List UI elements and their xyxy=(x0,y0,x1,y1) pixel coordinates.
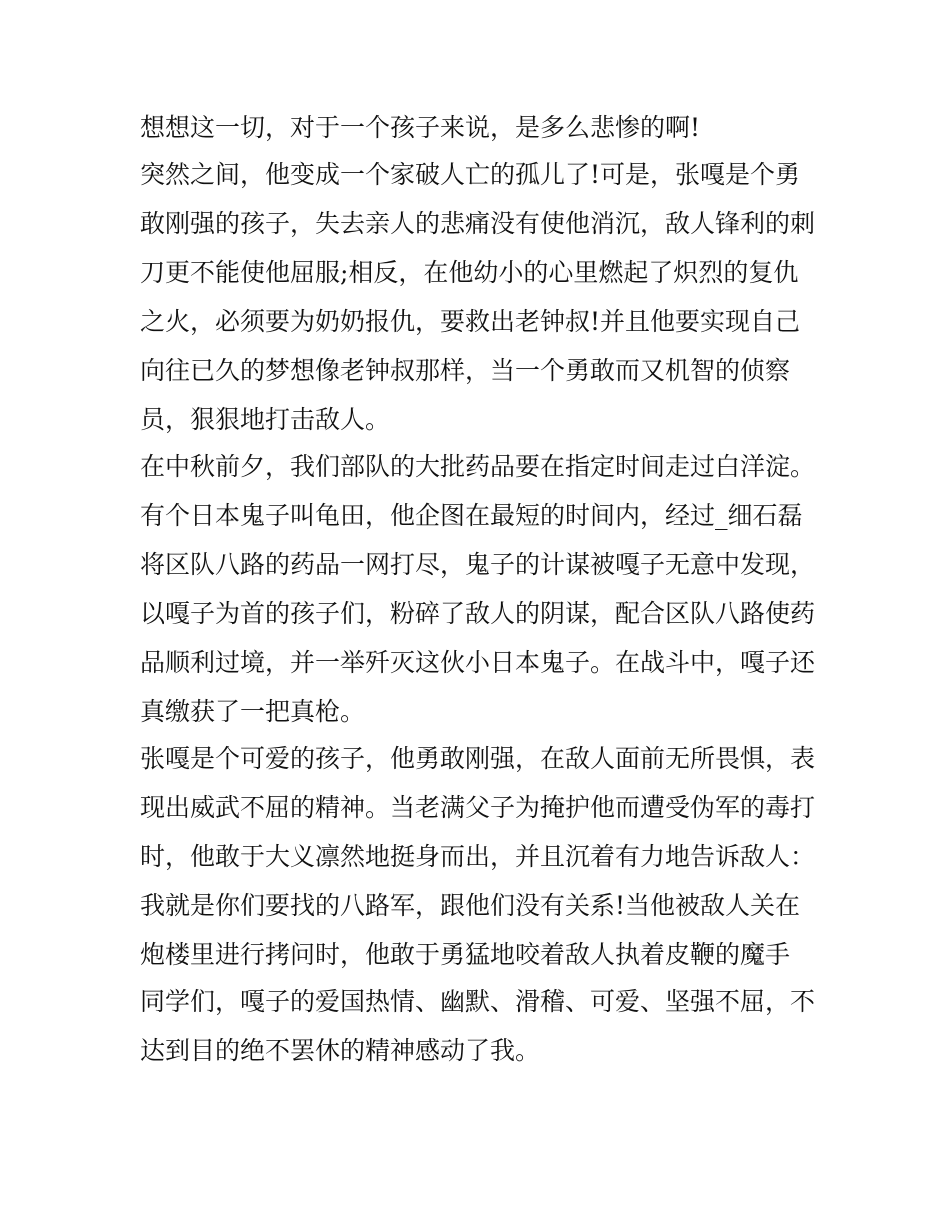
text-line: 真缴获了一把真枪。 xyxy=(140,697,366,726)
text-line: 之火，必须要为奶奶报仇，要救出老钟叔!并且他要实现自己 xyxy=(140,307,801,336)
text-line: 刀更不能使他屈服;相反，在他幼小的心里燃起了炽烈的复仇 xyxy=(140,258,799,287)
text-line: 以嘎子为首的孩子们，粉碎了敌人的阴谋，配合区队八路使药 xyxy=(140,599,816,628)
text-line: 同学们，嘎子的爱国热情、幽默、滑稽、可爱、坚强不屈，不 xyxy=(140,987,816,1016)
text-line: 时，他敢于大义凛然地挺身而出，并且沉着有力地告诉敌人： xyxy=(140,842,816,871)
text-line: 突然之间，他变成一个家破人亡的孤儿了!可是，张嘎是个勇 xyxy=(140,160,801,189)
text-line: 炮楼里进行拷问时，他敢于勇猛地咬着敌人执着皮鞭的魔手 xyxy=(140,940,791,969)
text-line: 达到目的绝不罢休的精神感动了我。 xyxy=(140,1036,541,1065)
text-line: 敢刚强的孩子，失去亲人的悲痛没有使他消沉，敌人锋利的刺 xyxy=(140,209,816,238)
text-line: 向往已久的梦想像老钟叔那样，当一个勇敢而又机智的侦察 xyxy=(140,356,791,385)
text-line: 有个日本鬼子叫龟田，他企图在最短的时间内，经过_细石磊 xyxy=(140,501,803,530)
document-body xyxy=(140,110,820,1071)
text-line: 想想这一切，对于一个孩子来说，是多么悲惨的啊! xyxy=(140,113,701,142)
text-line: 我就是你们要找的八路军，跟他们没有关系!当他被敌人关在 xyxy=(140,891,801,920)
text-line: 员，狠狠地打击敌人。 xyxy=(140,405,391,434)
text-line: 现出威武不屈的精神。当老满父子为掩护他而遭受伪军的毒打 xyxy=(140,793,816,822)
text-line: 品顺利过境，并一举歼灭这伙小日本鬼子。在战斗中，嘎子还 xyxy=(140,648,816,677)
text-line: 张嘎是个可爱的孩子，他勇敢刚强，在敌人面前无所畏惧，表 xyxy=(140,744,816,773)
text-line: 在中秋前夕，我们部队的大批药品要在指定时间走过白洋淀。 xyxy=(140,452,816,481)
text-line: 将区队八路的药品一网打尽，鬼子的计谋被嘎子无意中发现， xyxy=(140,550,816,579)
